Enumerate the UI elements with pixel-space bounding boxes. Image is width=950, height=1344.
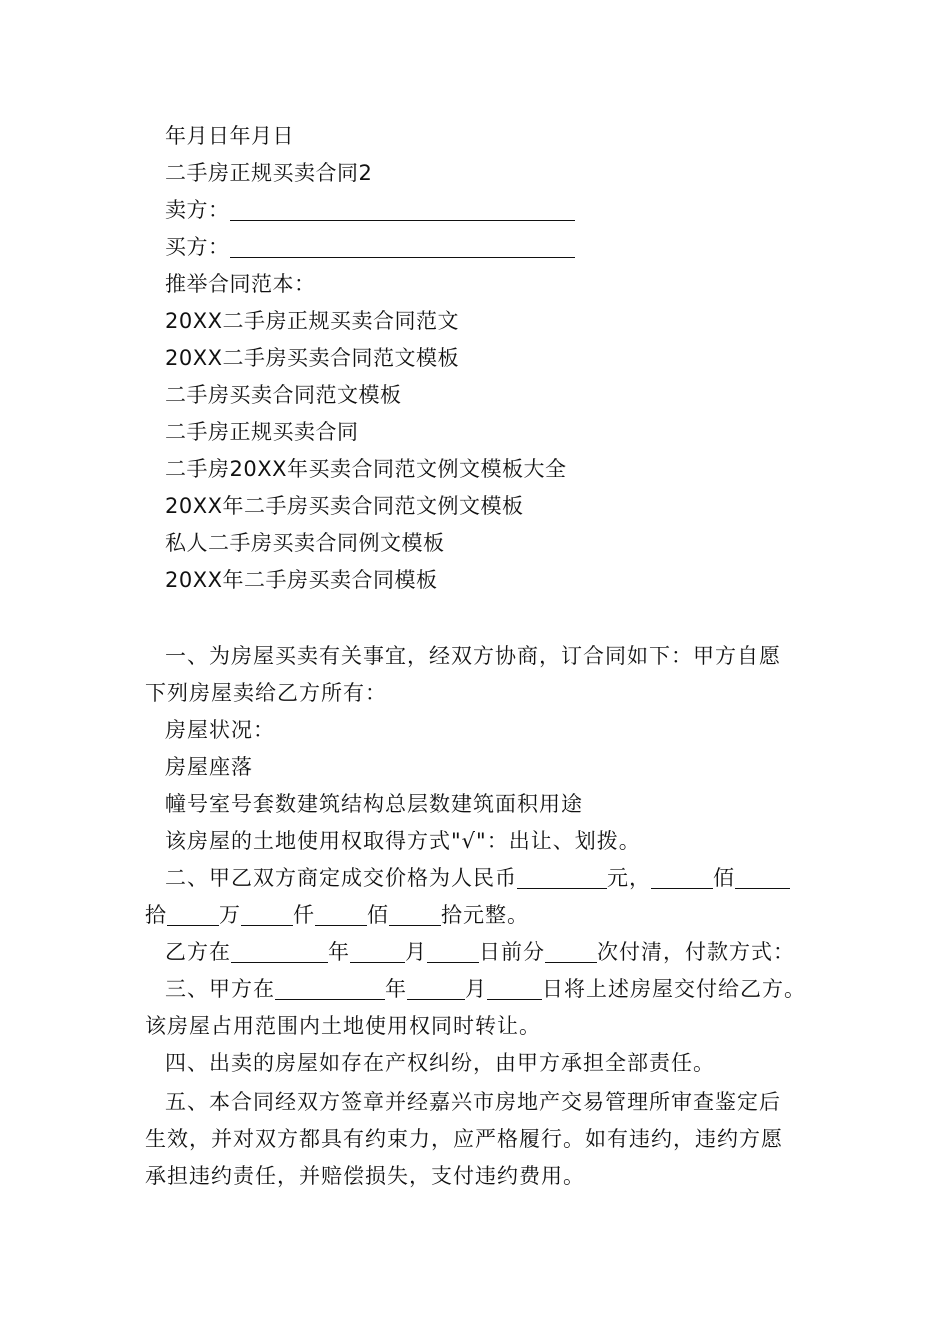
wan-blank — [241, 905, 293, 926]
after-bai-blank — [735, 868, 790, 889]
seller-label: 卖方： — [165, 198, 230, 222]
c3-day-blank — [487, 979, 542, 1000]
clause-5-line-1: 五、本合同经双方签章并经嘉兴市房地产交易管理所审查鉴定后 — [165, 1090, 781, 1114]
c3-month-label: 月 — [465, 977, 487, 1001]
pay-year-blank — [231, 942, 328, 963]
house-status: 房屋状况： — [165, 718, 275, 742]
pay-day-blank — [427, 942, 479, 963]
recommend-item[interactable]: 20XX年二手房买卖合同范文例文模板 — [165, 494, 524, 518]
buyer-line — [165, 233, 575, 261]
seller-line — [165, 196, 575, 224]
clause-1-line-1: 一、为房屋买卖有关事宜，经双方协商，订合同如下：甲方自愿 — [165, 644, 781, 668]
clause-1-line-2: 下列房屋卖给乙方所有： — [145, 681, 387, 705]
shi-label: 拾 — [145, 903, 167, 927]
recommend-item[interactable]: 二手房20XX年买卖合同范文例文模板大全 — [165, 457, 567, 481]
pay-year-label: 年 — [328, 940, 350, 964]
pay-month-label: 月 — [405, 940, 427, 964]
wan-label: 万 — [219, 903, 241, 927]
bai-label: 佰 — [713, 866, 735, 890]
buyer-blank — [230, 237, 575, 258]
yuan-label: 元， — [607, 866, 651, 890]
c3-end-label: 日将上述房屋交付给乙方。 — [542, 977, 806, 1001]
clause-4: 四、出卖的房屋如存在产权纠纷，由甲方承担全部责任。 — [165, 1051, 715, 1075]
c3-year-blank — [275, 979, 385, 1000]
recommend-heading: 推举合同范本： — [165, 272, 316, 296]
qian-blank — [315, 905, 367, 926]
land-right-line: 该房屋的土地使用权取得方式"√"：出让、划拨。 — [165, 829, 641, 853]
clause-5-line-3: 承担违约责任，并赔偿损失，支付违约费用。 — [145, 1164, 585, 1188]
c3-month-blank — [407, 979, 465, 1000]
clause-3-line-2: 该房屋占用范围内土地使用权同时转让。 — [145, 1014, 541, 1038]
c3-year-label: 年 — [385, 977, 407, 1001]
pay-end-label: 次付清，付款方式： — [597, 940, 795, 964]
clause-2-line-1 — [165, 864, 845, 892]
date-line: 年月日年月日 — [165, 124, 294, 148]
c3-label: 三、甲方在 — [165, 977, 275, 1001]
qian-label: 仟 — [293, 903, 315, 927]
contract-title: 二手房正规买卖合同2 — [165, 161, 373, 185]
payment-line — [165, 938, 845, 966]
end-label: 拾元整。 — [441, 903, 529, 927]
pay-times-blank — [545, 942, 597, 963]
shi-blank — [167, 905, 219, 926]
price-label: 二、甲乙双方商定成交价格为人民币 — [165, 866, 517, 890]
clause-2-line-2 — [145, 901, 825, 929]
bai2-label: 佰 — [367, 903, 389, 927]
seller-blank — [230, 200, 575, 221]
pay-month-blank — [350, 942, 405, 963]
house-location: 房屋座落 — [165, 755, 253, 779]
pay-label: 乙方在 — [165, 940, 231, 964]
recommend-item[interactable]: 二手房正规买卖合同 — [165, 420, 359, 444]
price-blank — [517, 868, 607, 889]
pay-day-label: 日前分 — [479, 940, 545, 964]
recommend-item[interactable]: 私人二手房买卖合同例文模板 — [165, 531, 445, 555]
recommend-item[interactable]: 20XX年二手房买卖合同模板 — [165, 568, 438, 592]
bai-blank — [651, 868, 713, 889]
recommend-item[interactable]: 20XX二手房买卖合同范文模板 — [165, 346, 459, 370]
clause-3-line-1 — [165, 975, 845, 1003]
house-fields: 幢号室号套数建筑结构总层数建筑面积用途 — [165, 792, 583, 816]
buyer-label: 买方： — [165, 235, 230, 259]
recommend-item[interactable]: 二手房买卖合同范文模板 — [165, 383, 402, 407]
bai2-blank — [389, 905, 441, 926]
clause-5-line-2: 生效，并对双方都具有约束力，应严格履行。如有违约，违约方愿 — [145, 1127, 783, 1151]
recommend-item[interactable]: 20XX二手房正规买卖合同范文 — [165, 309, 459, 333]
